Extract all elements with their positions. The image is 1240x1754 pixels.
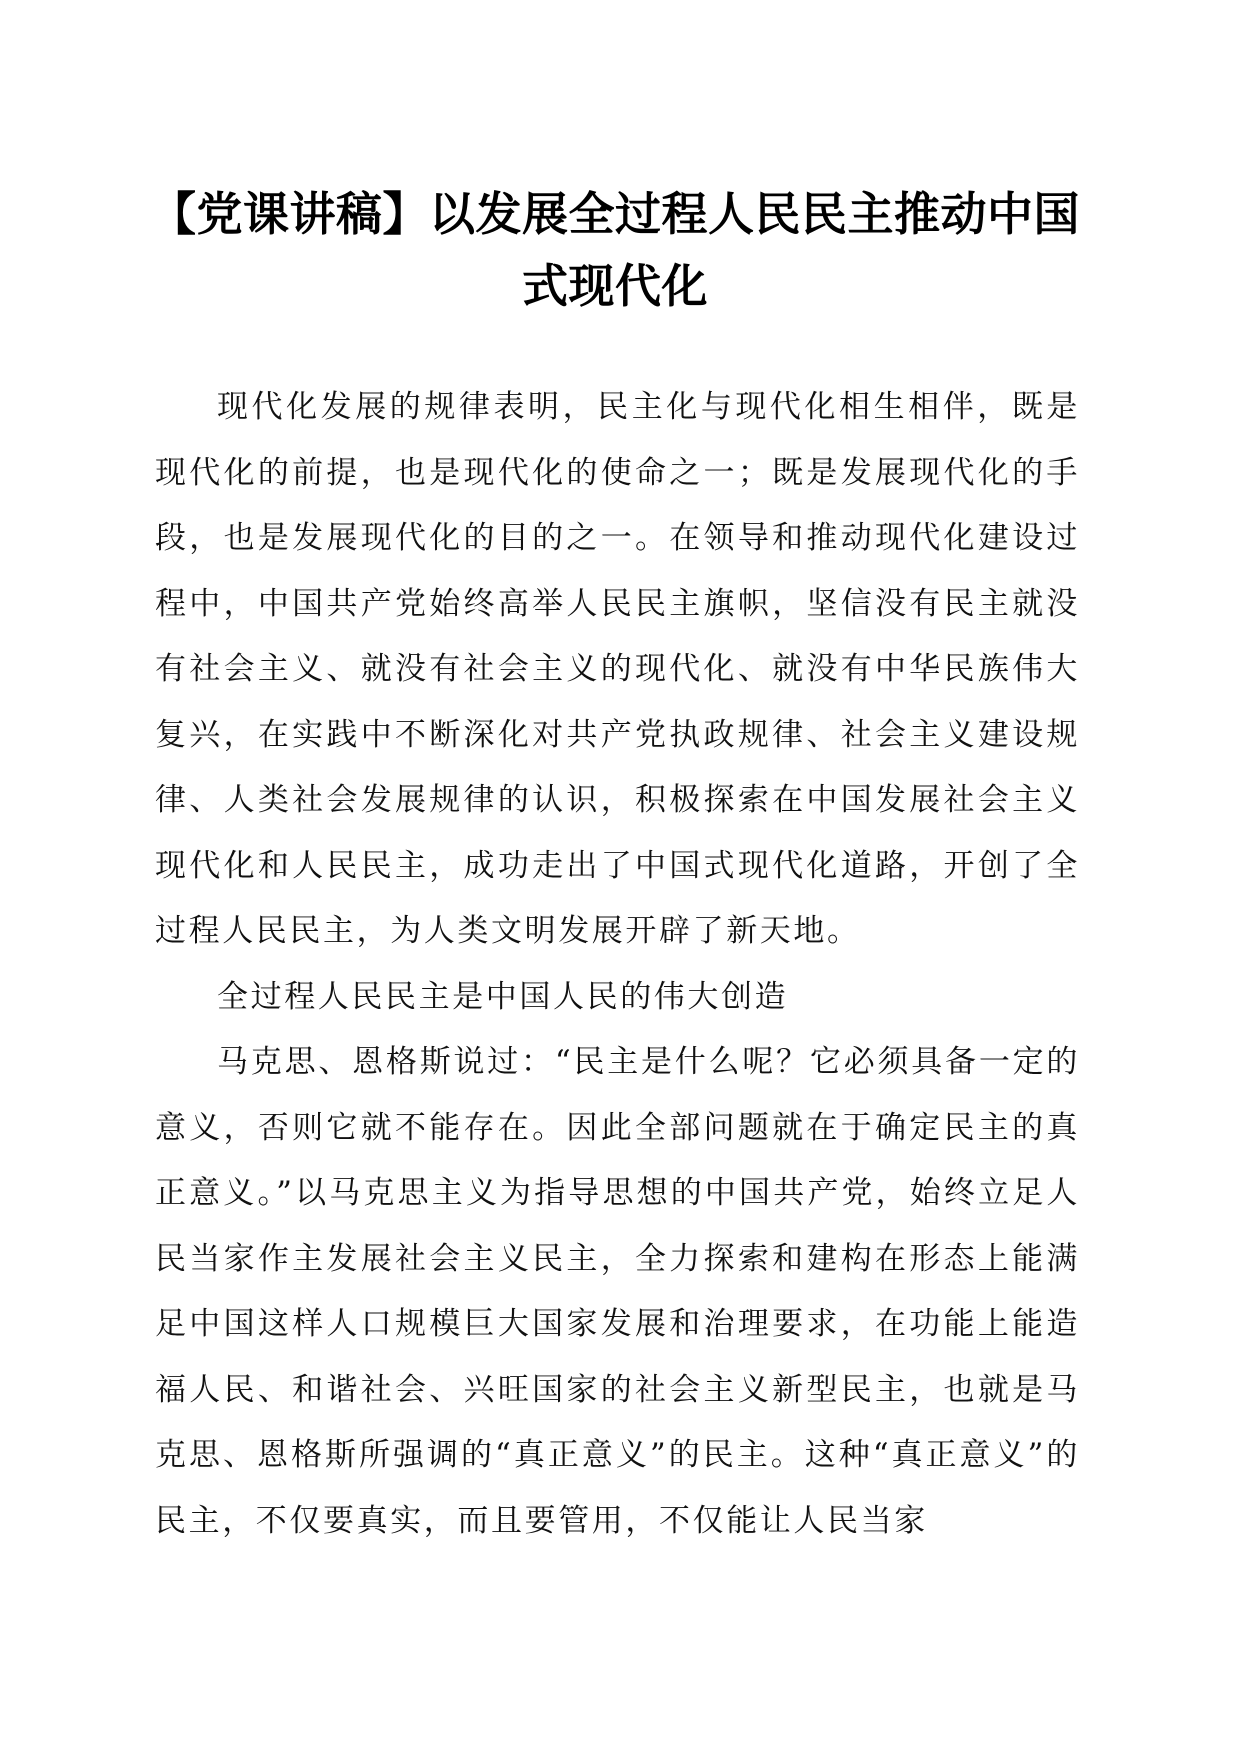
document-body	[155, 375, 1080, 1554]
document-title: 【党课讲稿】以发展全过程人民民主推动中国式现代化	[150, 187, 1080, 313]
paragraph-marx-engels: 马克思、恩格斯说过：“民主是什么呢？它必须具备一定的意义，否则它就不能存在。因此全部问题就在于确定民主的真正意义。”以马克思主义为指导思想的中国共产党，始终立足人民当家作主发展社会主义民主，全力探索和建构在形态上能满足中国这样人口规模巨大国家发展和治理要求，在功能上能造福人民、和谐社会、兴旺国家的社会主义新型民主，也就是马克思、恩格斯所强调的“真正意义”的民主。这种“真正意义”的民主，不仅要真实，而且要管用，不仅能让人民当家	[155, 1044, 1080, 1539]
section-heading: 全过程人民民主是中国人民的伟大创造	[217, 978, 789, 1015]
paragraph-intro: 现代化发展的规律表明，民主化与现代化相生相伴，既是现代化的前提，也是现代化的使命之一；既是发展现代化的手段，也是发展现代化的目的之一。在领导和推动现代化建设过程中，中国共产党始终高举人民民主旗帜，坚信没有民主就没有社会主义、就没有社会主义的现代化、就没有中华民族伟大复兴，在实践中不断深化对共产党执政规律、社会主义建设规律、人类社会发展规律的认识，积极探索在中国发展社会主义现代化和人民民主，成功走出了中国式现代化道路，开创了全过程人民民主，为人类文明发展开辟了新天地。	[155, 389, 1080, 949]
